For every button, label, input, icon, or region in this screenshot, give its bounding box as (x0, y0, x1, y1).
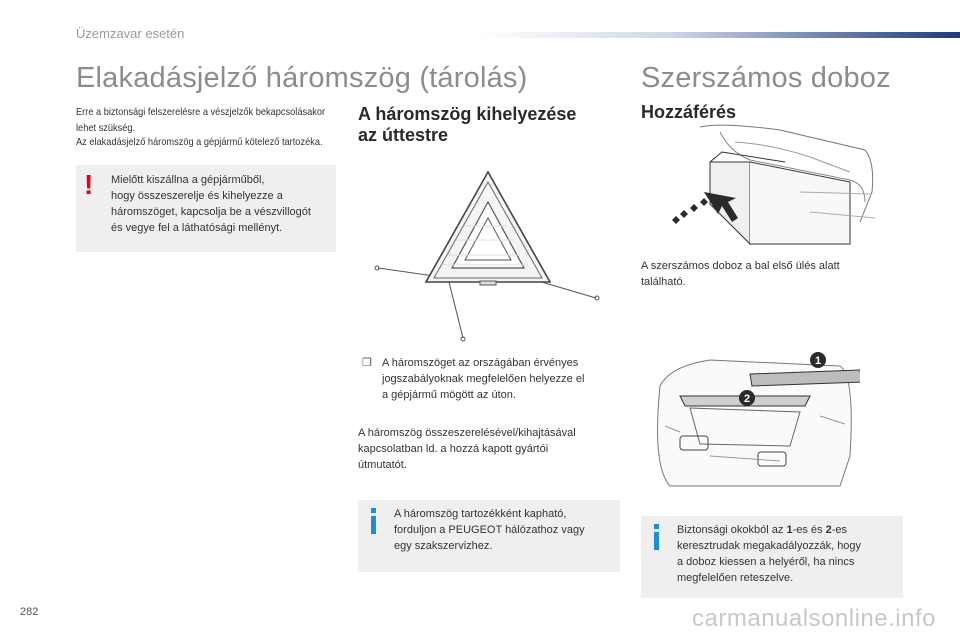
triangle-storage-title: Elakadásjelző háromszög (tárolás) (76, 62, 528, 94)
callout-1 (810, 352, 826, 368)
para-line: útmutatót. (358, 459, 407, 471)
warning-text (111, 172, 336, 236)
info-line: a doboz kiessen a helyéről, ha nincs (677, 556, 855, 568)
intro-line-3: Az elakadásjelző háromszög a gépjármű kötelező tartozéka. (76, 136, 323, 148)
callout-2-label: 2 (743, 393, 751, 405)
info-line: egy szakszervizhez. (394, 540, 493, 552)
warning-box (76, 165, 336, 252)
accessory-info-text (394, 506, 616, 554)
page-number: 282 (20, 606, 39, 618)
info-line: Biztonsági okokból az 1-es és 2-es (677, 524, 847, 536)
info-line: megfelelően reteszelve. (677, 572, 794, 584)
step-line: A háromszöget az országában érvényes (382, 357, 579, 369)
info-line: A háromszög tartozékként kapható, (394, 508, 567, 520)
access-subtitle: Hozzáférés (641, 102, 737, 122)
info-icon (654, 524, 660, 552)
step-line: a gépjármű mögött az úton. (382, 389, 516, 401)
step-line: jogszabályoknak megfelelően helyezze el (382, 373, 585, 385)
callout-2 (739, 390, 755, 406)
warning-icon: ! (84, 169, 94, 200)
warning-triangle-illustration (368, 160, 608, 345)
intro-line-2: lehet szükség. (76, 122, 136, 134)
info-line: forduljon a PEUGEOT hálózathoz vagy (394, 524, 585, 536)
warning-line: háromszöget, kapcsolja be a vészvillogót (111, 206, 311, 218)
toolbox-detail-illustration (640, 346, 860, 496)
watermark: carmanualsonline.info (692, 605, 936, 632)
placement-step (382, 355, 622, 403)
warning-line: és vegye fel a láthatósági mellényt. (111, 222, 283, 234)
warning-line: hogy összeszerelje és kihelyezze a (111, 190, 283, 202)
assembly-paragraph (358, 425, 618, 473)
placement-title (358, 104, 576, 146)
toolbox-title: Szerszámos doboz (641, 62, 891, 94)
placement-title-line: A háromszög kihelyezése (358, 104, 577, 124)
placement-title-line: az úttestre (358, 125, 449, 145)
location-line: A szerszámos doboz a bal első ülés alatt (641, 260, 840, 272)
callout-1-label: 1 (814, 355, 822, 367)
info-line: keresztrudak megakadályozzák, hogy (677, 540, 862, 552)
toolbox-location (641, 258, 901, 290)
safety-info-box (641, 516, 903, 598)
seat-toolbox-illustration (660, 122, 900, 250)
section-header: Üzemzavar esetén (76, 26, 185, 41)
warning-line: Mielőtt kiszállna a gépjárműből, (111, 174, 265, 186)
bullet-icon: ❒ (362, 357, 372, 369)
safety-info-text (677, 522, 899, 586)
info-icon (371, 508, 377, 536)
header-bar (480, 32, 960, 38)
para-line: kapcsolatban ld. a hozzá kapott gyártói (358, 443, 549, 455)
para-line: A háromszög összeszerelésével/kihajtásával (358, 427, 576, 439)
location-line: található. (641, 276, 686, 288)
intro-line-1: Erre a biztonsági felszerelésre a vészjelzők bekapcsolásakor (76, 106, 326, 118)
accessory-info-box (358, 500, 620, 572)
